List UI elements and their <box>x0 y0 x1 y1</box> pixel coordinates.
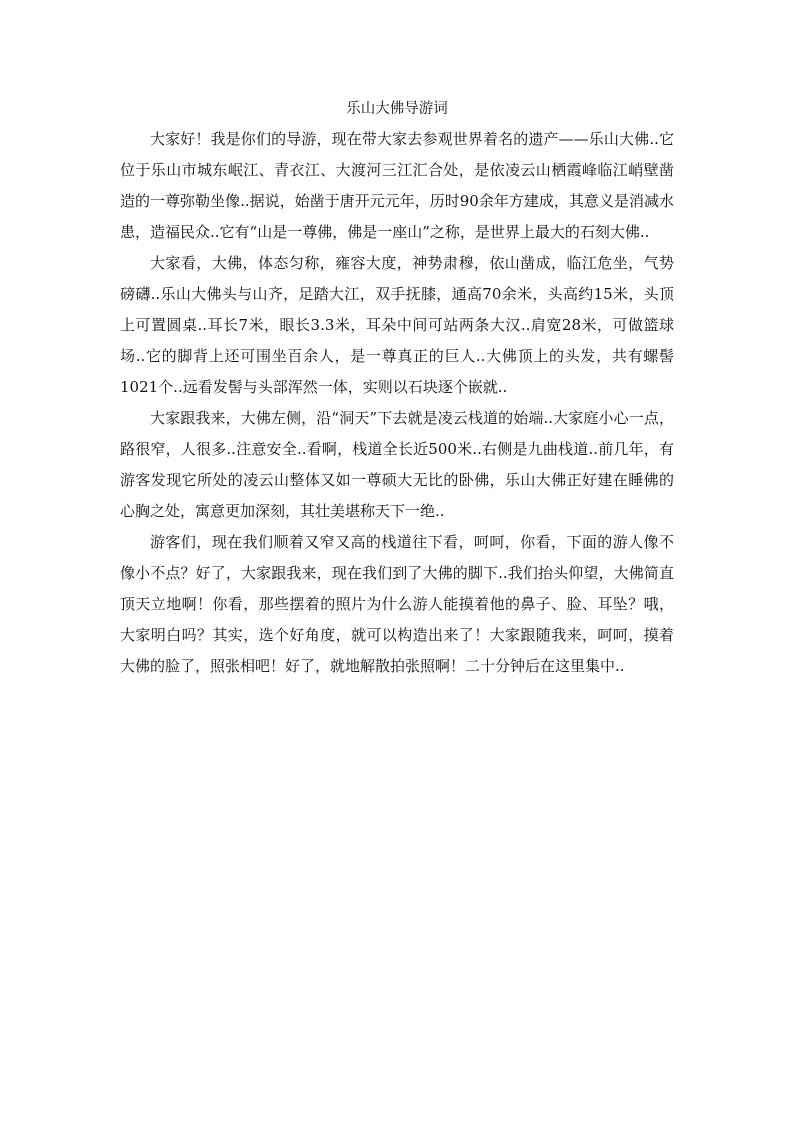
paragraph-3: 大家跟我来，大佛左侧，沿“洞天”下去就是凌云栈道的始端..大家庭小心一点，路很窄，人很多..注意安全..看啊，栈道全长近500米..右侧是九曲栈道..前几年，有游客发现它所处的凌云山整体又如一尊硕大无比的卧佛，乐山大佛正好建在睡佛的心胸之处，寓意更加深刻，其壮美堪称天下一绝.. <box>120 409 674 520</box>
document-body <box>120 124 674 682</box>
document-title: 乐山大佛导游词 <box>346 101 448 117</box>
paragraph-1: 大家好！我是你们的导游，现在带大家去参观世界着名的遗产——乐山大佛..它位于乐山市城东岷江、青衣江、大渡河三江汇合处，是依凌云山栖霞峰临江峭壁凿造的一尊弥勒坐像..据说，始凿于唐开元元年，历时90余年方建成，其意义是消减水患，造福民众..它有“山是一尊佛，佛是一座山”之称，是世界上最大的石刻大佛.. <box>120 130 674 241</box>
paragraph-2: 大家看，大佛，体态匀称，雍容大度，神势肃穆，依山凿成，临江危坐，气势磅礴..乐山大佛头与山齐，足踏大江，双手抚膝，通高70余米，头高约15米，头顶上可置圆桌..耳长7米，眼长3.3米，耳朵中间可站两条大汉..肩宽28米，可做篮球场..它的脚背上还可围坐百余人，是一尊真正的巨人..大佛顶上的头发，共有螺髻1021个..远看发髻与头部浑然一体，实则以石块逐个嵌就.. <box>120 254 674 396</box>
paragraph-4: 游客们，现在我们顺着又窄又高的栈道往下看，呵呵，你看，下面的游人像不像小不点？好了，大家跟我来，现在我们到了大佛的脚下..我们抬头仰望，大佛简直顶天立地啊！你看，那些摆着的照片为什么游人能摸着他的鼻子、脸、耳坠？哦，大家明白吗？其实，选个好角度，就可以构造出来了！大家跟随我来，呵呵，摸着大佛的脸了，照张相吧！好了，就地解散拍张照啊！二十分钟后在这里集中.. <box>120 533 674 675</box>
